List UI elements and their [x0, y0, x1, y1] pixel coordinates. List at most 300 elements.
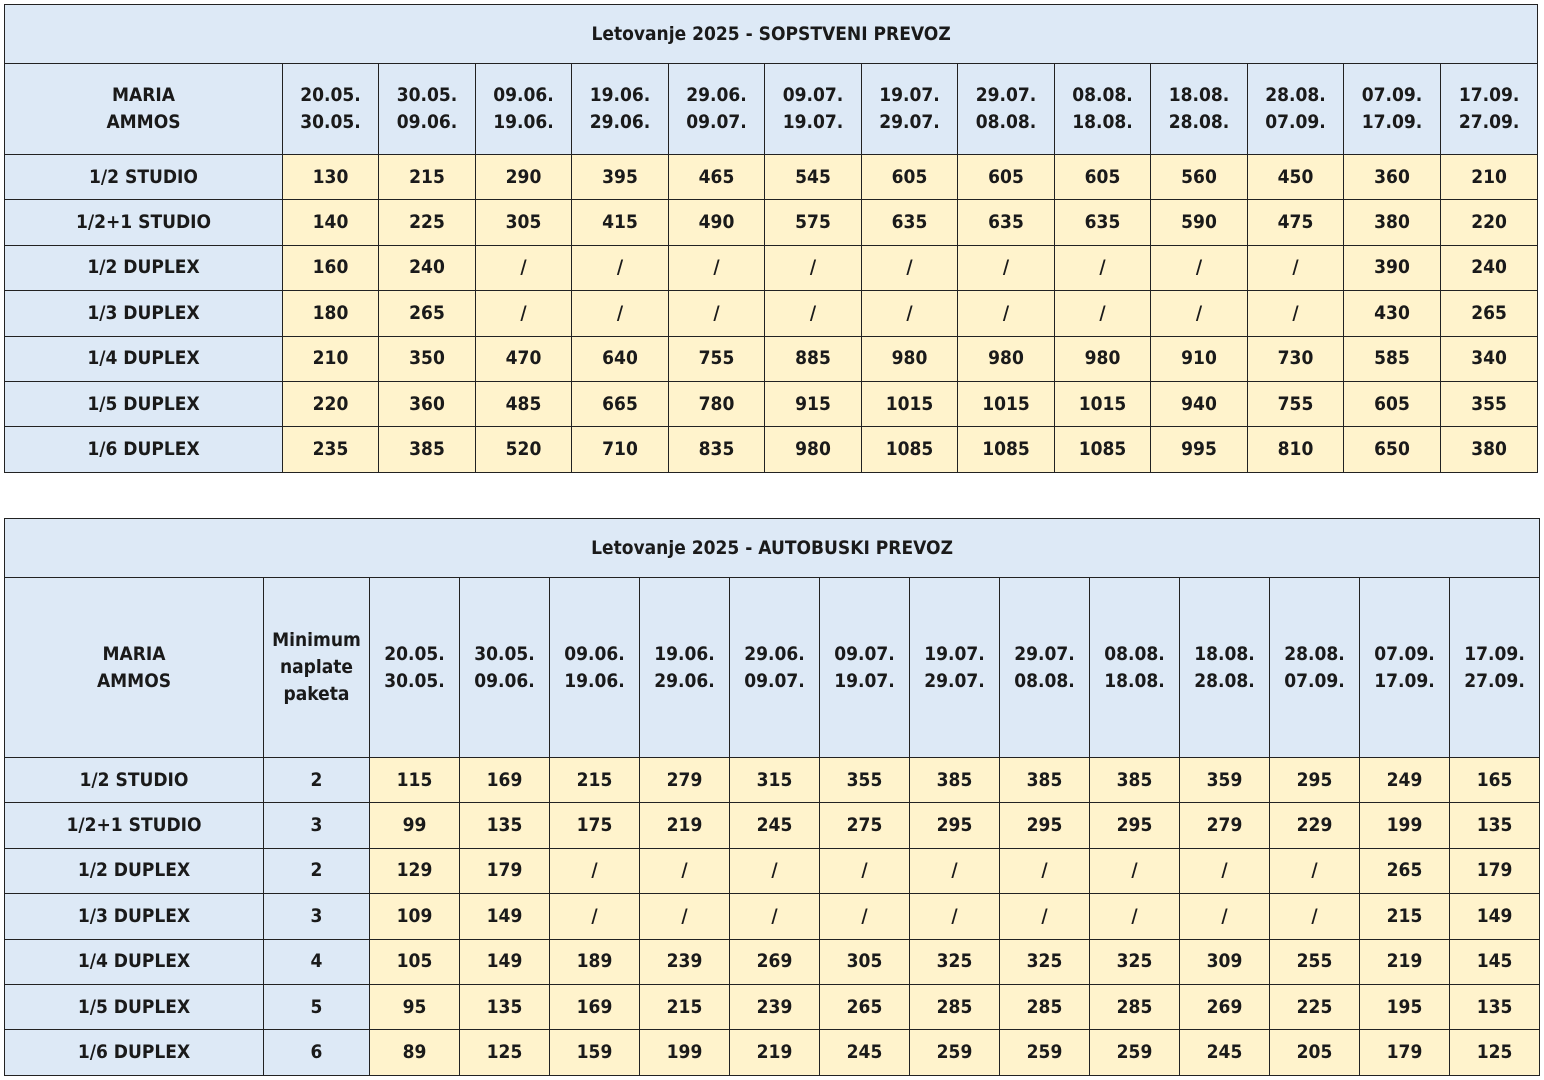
- price-cell: 430: [1344, 291, 1441, 336]
- price-cell: /: [862, 245, 958, 290]
- price-cell: 89: [370, 1030, 460, 1075]
- price-cell: 380: [1441, 427, 1538, 472]
- price-cell: 245: [1180, 1030, 1270, 1075]
- price-cell: /: [910, 848, 1000, 893]
- price-cell: 665: [572, 381, 669, 426]
- period-header: [1248, 64, 1344, 155]
- period-header: [1151, 64, 1248, 155]
- table-row: [5, 984, 1540, 1029]
- cell-line: 09.07.: [834, 642, 895, 665]
- price-cell: 245: [820, 1030, 910, 1075]
- cell-line: 19.07.: [924, 642, 985, 665]
- cell-line: 08.08.: [1104, 642, 1165, 665]
- cell-line: 08.08.: [1072, 84, 1133, 106]
- minimum-value: 6: [264, 1030, 370, 1075]
- cell-line: 09.07.: [744, 669, 805, 692]
- price-cell: /: [1090, 848, 1180, 893]
- table-row: [5, 803, 1540, 848]
- price-cell: 165: [1450, 758, 1540, 803]
- price-cell: 390: [1344, 245, 1441, 290]
- price-cell: 239: [640, 939, 730, 984]
- cell-line: AMMOS: [106, 111, 181, 133]
- price-cell: 125: [1450, 1030, 1540, 1075]
- price-cell: 305: [820, 939, 910, 984]
- period-header: [1270, 578, 1360, 758]
- price-cell: /: [820, 894, 910, 939]
- cell-line: 27.09.: [1464, 669, 1525, 692]
- price-cell: 980: [862, 336, 958, 381]
- price-cell: 810: [1248, 427, 1344, 472]
- price-cell: 560: [1151, 155, 1248, 200]
- price-cell: 605: [1055, 155, 1151, 200]
- cell-line: 18.08.: [1194, 642, 1255, 665]
- price-cell: /: [820, 848, 910, 893]
- price-cell: 279: [1180, 803, 1270, 848]
- price-cell: /: [1151, 245, 1248, 290]
- price-cell: 940: [1151, 381, 1248, 426]
- price-cell: 169: [550, 984, 640, 1029]
- room-type: 1/4 DUPLEX: [5, 336, 283, 381]
- cell-line: 18.08.: [1168, 84, 1230, 106]
- minimum-value: 2: [264, 758, 370, 803]
- price-cell: 219: [640, 803, 730, 848]
- price-cell: 245: [730, 803, 820, 848]
- price-cell: 135: [1450, 984, 1540, 1029]
- cell-line: 30.05.: [300, 111, 361, 133]
- price-cell: 259: [1090, 1030, 1180, 1075]
- price-cell: /: [730, 848, 820, 893]
- price-cell: 269: [730, 939, 820, 984]
- price-cell: /: [640, 848, 730, 893]
- price-cell: 355: [1441, 381, 1538, 426]
- cell-line: 28.08.: [1194, 669, 1255, 692]
- price-cell: /: [862, 291, 958, 336]
- hotel-name: [5, 64, 283, 155]
- price-cell: 710: [572, 427, 669, 472]
- cell-line: 19.06.: [589, 84, 651, 106]
- table-row: [5, 427, 1538, 472]
- room-type: 1/2 DUPLEX: [5, 848, 264, 893]
- price-cell: /: [550, 848, 640, 893]
- header-row: [5, 64, 1538, 155]
- minimum-value: 4: [264, 939, 370, 984]
- room-type: 1/2+1 STUDIO: [5, 200, 283, 245]
- cell-line: 18.08.: [1072, 111, 1133, 133]
- price-cell: 220: [283, 381, 379, 426]
- price-cell: 520: [476, 427, 572, 472]
- price-cell: 295: [910, 803, 1000, 848]
- cell-line: 28.08.: [1168, 111, 1230, 133]
- price-cell: 605: [958, 155, 1055, 200]
- price-cell: 199: [1360, 803, 1450, 848]
- price-cell: 1085: [862, 427, 958, 472]
- cell-line: 30.05.: [396, 84, 458, 106]
- price-cell: /: [1270, 848, 1360, 893]
- table-row: [5, 1030, 1540, 1075]
- price-cell: 980: [1055, 336, 1151, 381]
- price-cell: 385: [1090, 758, 1180, 803]
- cell-line: 29.06.: [744, 642, 805, 665]
- price-cell: 1015: [958, 381, 1055, 426]
- price-cell: /: [1180, 848, 1270, 893]
- table-row: [5, 758, 1540, 803]
- period-header: [476, 64, 572, 155]
- price-cell: 205: [1270, 1030, 1360, 1075]
- price-cell: 285: [910, 984, 1000, 1029]
- price-cell: 385: [379, 427, 476, 472]
- price-cell: /: [476, 245, 572, 290]
- cell-line: Minimum: [272, 629, 361, 651]
- price-cell: 635: [958, 200, 1055, 245]
- cell-line: 18.08.: [1104, 669, 1165, 692]
- cell-line: 19.07.: [879, 84, 940, 106]
- header-row: [5, 578, 1540, 758]
- cell-line: 09.07.: [782, 84, 844, 106]
- period-header: [820, 578, 910, 758]
- price-cell: /: [1090, 894, 1180, 939]
- cell-line: 29.06.: [589, 111, 651, 133]
- room-type: 1/2 DUPLEX: [5, 245, 283, 290]
- price-cell: 149: [460, 939, 550, 984]
- price-cell: 235: [283, 427, 379, 472]
- table-row: [5, 291, 1538, 336]
- period-header: [958, 64, 1055, 155]
- price-cell: 179: [1450, 848, 1540, 893]
- room-type: 1/5 DUPLEX: [5, 381, 283, 426]
- period-header: [1090, 578, 1180, 758]
- cell-line: 17.09.: [1458, 84, 1520, 106]
- price-cell: 179: [460, 848, 550, 893]
- table-row: [5, 381, 1538, 426]
- price-cell: 360: [379, 381, 476, 426]
- period-header: [669, 64, 765, 155]
- cell-line: AMMOS: [96, 669, 172, 692]
- price-cell: 95: [370, 984, 460, 1029]
- price-cell: 325: [910, 939, 1000, 984]
- price-cell: 199: [640, 1030, 730, 1075]
- price-cell: 265: [379, 291, 476, 336]
- price-cell: 980: [958, 336, 1055, 381]
- room-type: 1/2 STUDIO: [5, 155, 283, 200]
- price-table-own-transport: [4, 4, 1538, 473]
- cell-line: 19.06.: [654, 642, 715, 665]
- room-type: 1/6 DUPLEX: [5, 1030, 264, 1075]
- period-header: [1360, 578, 1450, 758]
- table-title: Letovanje 2025 - AUTOBUSKI PREVOZ: [5, 519, 1540, 578]
- price-cell: 325: [1090, 939, 1180, 984]
- price-cell: 189: [550, 939, 640, 984]
- room-type: 1/5 DUPLEX: [5, 984, 264, 1029]
- price-cell: /: [1180, 894, 1270, 939]
- cell-line: MARIA: [112, 84, 175, 106]
- period-header: [730, 578, 820, 758]
- minimum-header: [264, 578, 370, 758]
- price-cell: 305: [476, 200, 572, 245]
- price-cell: 485: [476, 381, 572, 426]
- minimum-value: 3: [264, 894, 370, 939]
- price-cell: 315: [730, 758, 820, 803]
- room-type: 1/2 STUDIO: [5, 758, 264, 803]
- price-cell: 585: [1344, 336, 1441, 381]
- price-cell: 360: [1344, 155, 1441, 200]
- cell-line: 19.07.: [782, 111, 844, 133]
- price-cell: 135: [460, 984, 550, 1029]
- price-cell: 575: [765, 200, 862, 245]
- price-cell: 380: [1344, 200, 1441, 245]
- price-cell: 285: [1090, 984, 1180, 1029]
- period-header: [1055, 64, 1151, 155]
- cell-line: 09.07.: [686, 111, 747, 133]
- price-cell: 115: [370, 758, 460, 803]
- price-cell: 910: [1151, 336, 1248, 381]
- price-cell: 730: [1248, 336, 1344, 381]
- price-cell: /: [730, 894, 820, 939]
- price-cell: 225: [379, 200, 476, 245]
- price-cell: 220: [1441, 200, 1538, 245]
- period-header: [460, 578, 550, 758]
- price-cell: 225: [1270, 984, 1360, 1029]
- price-cell: 915: [765, 381, 862, 426]
- cell-line: 19.06.: [564, 669, 625, 692]
- price-cell: 259: [1000, 1030, 1090, 1075]
- price-cell: 135: [1450, 803, 1540, 848]
- price-cell: /: [669, 245, 765, 290]
- price-cell: /: [910, 894, 1000, 939]
- minimum-value: 5: [264, 984, 370, 1029]
- price-cell: 179: [1360, 1030, 1450, 1075]
- cell-line: 29.07.: [879, 111, 940, 133]
- price-cell: 780: [669, 381, 765, 426]
- cell-line: 07.09.: [1361, 84, 1423, 106]
- price-cell: 99: [370, 803, 460, 848]
- price-cell: 219: [730, 1030, 820, 1075]
- title-row: [5, 519, 1540, 578]
- price-cell: /: [640, 894, 730, 939]
- price-cell: 229: [1270, 803, 1360, 848]
- price-cell: 259: [910, 1030, 1000, 1075]
- price-cell: 149: [1450, 894, 1540, 939]
- price-cell: 450: [1248, 155, 1344, 200]
- price-cell: /: [958, 245, 1055, 290]
- price-cell: 1085: [958, 427, 1055, 472]
- price-cell: 650: [1344, 427, 1441, 472]
- price-cell: 885: [765, 336, 862, 381]
- period-header: [1000, 578, 1090, 758]
- price-cell: 285: [1000, 984, 1090, 1029]
- price-cell: 195: [1360, 984, 1450, 1029]
- price-cell: 215: [1360, 894, 1450, 939]
- cell-line: 29.06.: [654, 669, 715, 692]
- price-cell: 240: [1441, 245, 1538, 290]
- period-header: [1450, 578, 1540, 758]
- minimum-value: 2: [264, 848, 370, 893]
- price-cell: /: [1055, 245, 1151, 290]
- room-type: 1/2+1 STUDIO: [5, 803, 264, 848]
- cell-line: 09.06.: [564, 642, 625, 665]
- price-cell: 1085: [1055, 427, 1151, 472]
- cell-line: paketa: [283, 683, 350, 705]
- table-row: [5, 200, 1538, 245]
- price-cell: 130: [283, 155, 379, 200]
- minimum-value: 3: [264, 803, 370, 848]
- price-cell: 255: [1270, 939, 1360, 984]
- cell-line: 20.05.: [384, 642, 445, 665]
- price-cell: 295: [1270, 758, 1360, 803]
- price-cell: 475: [1248, 200, 1344, 245]
- cell-line: 17.09.: [1464, 642, 1525, 665]
- price-cell: /: [1000, 848, 1090, 893]
- cell-line: 29.06.: [686, 84, 747, 106]
- period-header: [640, 578, 730, 758]
- price-cell: 145: [1450, 939, 1540, 984]
- price-cell: /: [1055, 291, 1151, 336]
- table-row: [5, 155, 1538, 200]
- period-header: [765, 64, 862, 155]
- price-cell: /: [572, 245, 669, 290]
- cell-line: 09.06.: [474, 669, 535, 692]
- price-cell: 210: [283, 336, 379, 381]
- price-cell: 125: [460, 1030, 550, 1075]
- price-cell: /: [1248, 245, 1344, 290]
- cell-line: 17.09.: [1374, 669, 1435, 692]
- price-cell: 385: [1000, 758, 1090, 803]
- cell-line: 28.08.: [1284, 642, 1345, 665]
- period-header: [283, 64, 379, 155]
- room-type: 1/4 DUPLEX: [5, 939, 264, 984]
- cell-line: naplate: [279, 656, 354, 678]
- table-row: [5, 245, 1538, 290]
- period-header: [550, 578, 640, 758]
- price-cell: 605: [1344, 381, 1441, 426]
- cell-line: 17.09.: [1361, 111, 1423, 133]
- price-cell: 395: [572, 155, 669, 200]
- cell-line: 08.08.: [1014, 669, 1075, 692]
- price-cell: /: [765, 291, 862, 336]
- price-cell: 239: [730, 984, 820, 1029]
- period-header: [379, 64, 476, 155]
- price-cell: /: [765, 245, 862, 290]
- price-cell: 980: [765, 427, 862, 472]
- price-cell: 995: [1151, 427, 1248, 472]
- cell-line: 28.08.: [1265, 84, 1326, 106]
- price-cell: /: [550, 894, 640, 939]
- table-row: [5, 336, 1538, 381]
- price-cell: 295: [1000, 803, 1090, 848]
- price-cell: 1015: [862, 381, 958, 426]
- price-cell: 290: [476, 155, 572, 200]
- period-header: [1441, 64, 1538, 155]
- cell-line: 19.06.: [493, 111, 554, 133]
- price-cell: 605: [862, 155, 958, 200]
- price-cell: 545: [765, 155, 862, 200]
- price-cell: 169: [460, 758, 550, 803]
- price-cell: /: [1151, 291, 1248, 336]
- price-cell: 470: [476, 336, 572, 381]
- period-header: [1180, 578, 1270, 758]
- price-cell: 215: [379, 155, 476, 200]
- cell-line: 08.08.: [975, 111, 1037, 133]
- cell-line: 30.05.: [474, 642, 535, 665]
- cell-line: 07.09.: [1374, 642, 1435, 665]
- price-cell: 325: [1000, 939, 1090, 984]
- price-cell: /: [669, 291, 765, 336]
- price-cell: 1015: [1055, 381, 1151, 426]
- price-cell: 350: [379, 336, 476, 381]
- cell-line: 07.09.: [1284, 669, 1345, 692]
- cell-line: 29.07.: [975, 84, 1037, 106]
- price-cell: 635: [1055, 200, 1151, 245]
- price-cell: 180: [283, 291, 379, 336]
- price-cell: 109: [370, 894, 460, 939]
- price-cell: 835: [669, 427, 765, 472]
- price-cell: 309: [1180, 939, 1270, 984]
- price-cell: /: [1270, 894, 1360, 939]
- cell-line: 19.07.: [834, 669, 895, 692]
- price-cell: 129: [370, 848, 460, 893]
- price-cell: /: [1000, 894, 1090, 939]
- price-cell: 240: [379, 245, 476, 290]
- price-cell: /: [1248, 291, 1344, 336]
- title-row: [5, 5, 1538, 64]
- table-row: [5, 894, 1540, 939]
- price-cell: /: [958, 291, 1055, 336]
- price-cell: 490: [669, 200, 765, 245]
- price-cell: 215: [640, 984, 730, 1029]
- price-cell: 265: [1360, 848, 1450, 893]
- room-type: 1/6 DUPLEX: [5, 427, 283, 472]
- period-header: [572, 64, 669, 155]
- cell-line: 09.06.: [493, 84, 554, 106]
- table-row: [5, 939, 1540, 984]
- price-cell: 295: [1090, 803, 1180, 848]
- price-cell: 590: [1151, 200, 1248, 245]
- price-cell: 359: [1180, 758, 1270, 803]
- price-cell: 279: [640, 758, 730, 803]
- table-title: Letovanje 2025 - SOPSTVENI PREVOZ: [5, 5, 1538, 64]
- cell-line: 09.06.: [396, 111, 458, 133]
- price-cell: 635: [862, 200, 958, 245]
- cell-line: 20.05.: [300, 84, 361, 106]
- price-cell: 269: [1180, 984, 1270, 1029]
- price-cell: 385: [910, 758, 1000, 803]
- price-cell: 340: [1441, 336, 1538, 381]
- price-cell: 265: [820, 984, 910, 1029]
- period-header: [910, 578, 1000, 758]
- price-cell: /: [476, 291, 572, 336]
- price-cell: 149: [460, 894, 550, 939]
- price-cell: 755: [1248, 381, 1344, 426]
- price-cell: 640: [572, 336, 669, 381]
- price-cell: 355: [820, 758, 910, 803]
- price-cell: 465: [669, 155, 765, 200]
- price-cell: 215: [550, 758, 640, 803]
- price-cell: /: [572, 291, 669, 336]
- price-cell: 105: [370, 939, 460, 984]
- room-type: 1/3 DUPLEX: [5, 894, 264, 939]
- price-cell: 210: [1441, 155, 1538, 200]
- price-table-bus-transport: [4, 518, 1540, 1076]
- price-cell: 265: [1441, 291, 1538, 336]
- period-header: [862, 64, 958, 155]
- price-cell: 275: [820, 803, 910, 848]
- cell-line: 29.07.: [1014, 642, 1075, 665]
- price-cell: 160: [283, 245, 379, 290]
- cell-line: 29.07.: [924, 669, 985, 692]
- cell-line: 30.05.: [384, 669, 445, 692]
- hotel-name: [5, 578, 264, 758]
- cell-line: 07.09.: [1265, 111, 1326, 133]
- price-cell: 219: [1360, 939, 1450, 984]
